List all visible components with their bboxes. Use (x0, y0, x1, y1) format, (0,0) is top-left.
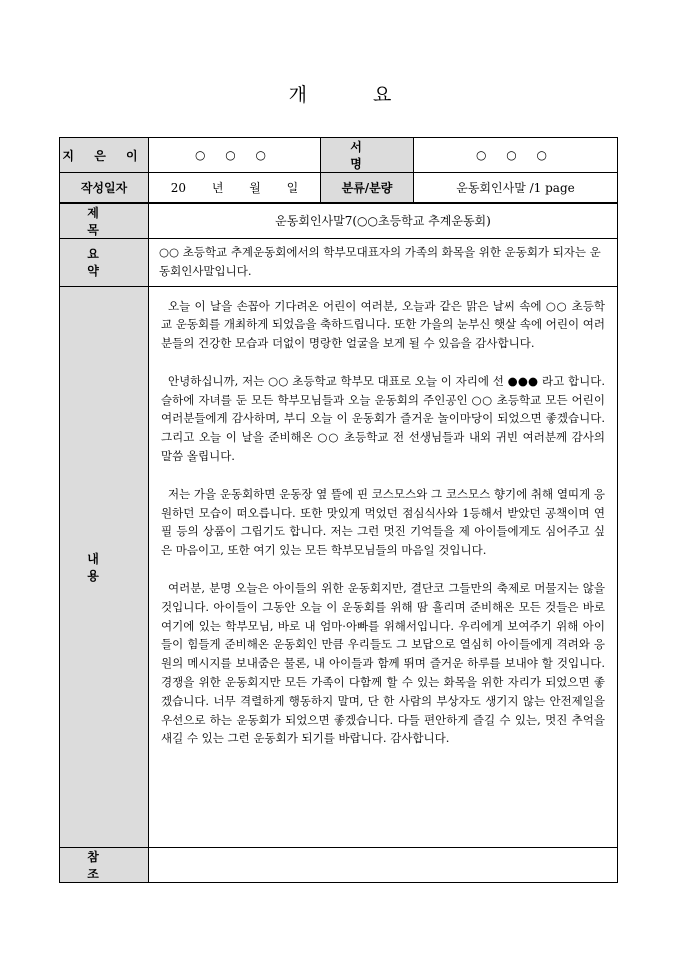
content-paragraph-2: 안녕하십니까, 저는 ○○ 초등학교 학부모 대표로 오늘 이 자리에 선 ●●● 라고 합니다. 슬하에 자녀를 둔 모든 학부모님들과 오늘 운동회의 주인공인 ○○ 초등학교 모든 어린이 여러분들에게 감사하며, 부디 오늘 이 운동회가 즐거운 놀이마당이 되었으면 좋겠습니다. 그리고 오늘 이 날을 준비해온 ○○ 초등학교 전 선생님들과 내외 귀빈 여러분께 감사의 말씀 올립니다. (161, 373, 605, 464)
content-paragraph-1: 오늘 이 날을 손꼽아 기다려온 어린이 여러분, 오늘과 같은 맑은 날씨 속에 ○○ 초등학교 운동회를 개최하게 되었음을 축하드립니다. 또한 가을의 눈부신 햇살 속에 어린이 여러분들의 건강한 모습과 더없이 명랑한 얼굴을 보게 될 수 있음을 감사합니다. (161, 298, 605, 351)
date-label: 작성일자 (60, 173, 149, 203)
reference-row (60, 847, 618, 882)
summary-table (59, 137, 618, 883)
summary-row (60, 238, 618, 286)
subject-label: 제 목 (60, 203, 149, 239)
document-title: 개 요 (288, 84, 422, 106)
content-row (60, 286, 618, 847)
content-paragraph-4: 여러분, 분명 오늘은 아이들의 위한 운동회지만, 결단코 그들만의 축제로 머물지는 않을 것입니다. 아이들이 그동안 오늘 이 운동회를 위해 땀 흘리며 준비해온 모든 것들은 바로 여기에 있는 학부모님, 바로 내 엄마·아빠를 위해서입니다. 우리에게 보여주기 위해 아이들이 힘들게 준비해온 운동회인 만큼 우리들도 그 보답으로 열심히 아이들에게 격려와 응원의 메시지를 보내줌은 물론, 내 아이들과 함께 뛰며 즐거운 하루를 보내야 할 것입니다. 경쟁을 위한 운동회지만 모든 가족이 다함께 할 수 있는 화목을 위한 자리가 되었으면 좋겠습니다. 너무 격렬하게 행동하지 말며, 단 한 사람의 부상자도 생기지 않는 안전제일을 우선으로 하는 운동회가 되었으면 좋겠습니다. 다들 편안하게 즐길 수 있는, 멋진 추억을 새길 수 있는 그런 운동회가 되기를 바랍니다. 감사합니다. (161, 581, 605, 746)
category-value: 운동회인사말 /1 page (414, 173, 618, 203)
reference-value (149, 847, 618, 882)
subject-row (60, 203, 618, 239)
summary-label: 요 약 (60, 238, 149, 286)
author-value: ○ ○ ○ (149, 138, 321, 173)
content-body (149, 286, 618, 847)
reference-label: 참 조 (60, 847, 149, 882)
content-paragraph-3: 저는 가을 운동회하면 운동장 옆 뜰에 핀 코스모스와 그 코스모스 향기에 취해 열띠게 응원하던 모습이 떠오릅니다. 또한 맛있게 먹었던 점심식사와 1등해서 받았던 공책이며 연필 등의 상품이 그립기도 합니다. 저는 그런 멋진 기억들을 제 아이들에게도 심어주고 싶은 마음이고, 또한 여기 있는 모든 학부모님들의 마음일 것입니다. (161, 486, 605, 558)
date-row (60, 173, 618, 203)
date-value: 20 년 월 일 (149, 173, 321, 203)
author-row (60, 138, 618, 173)
signature-value: ○ ○ ○ (414, 138, 618, 173)
summary-value: ○○ 초등학교 추계운동회에서의 학부모대표자의 가족의 화목을 위한 운동회가 되자는 운동회인사말입니다. (149, 238, 618, 286)
content-label: 내 용 (60, 286, 149, 847)
subject-value: 운동회인사말7(○○초등학교 추계운동회) (149, 203, 618, 239)
author-label: 지 은 이 (60, 138, 149, 173)
signature-label: 서 명 (321, 138, 414, 173)
category-label: 분류/분량 (321, 173, 414, 203)
